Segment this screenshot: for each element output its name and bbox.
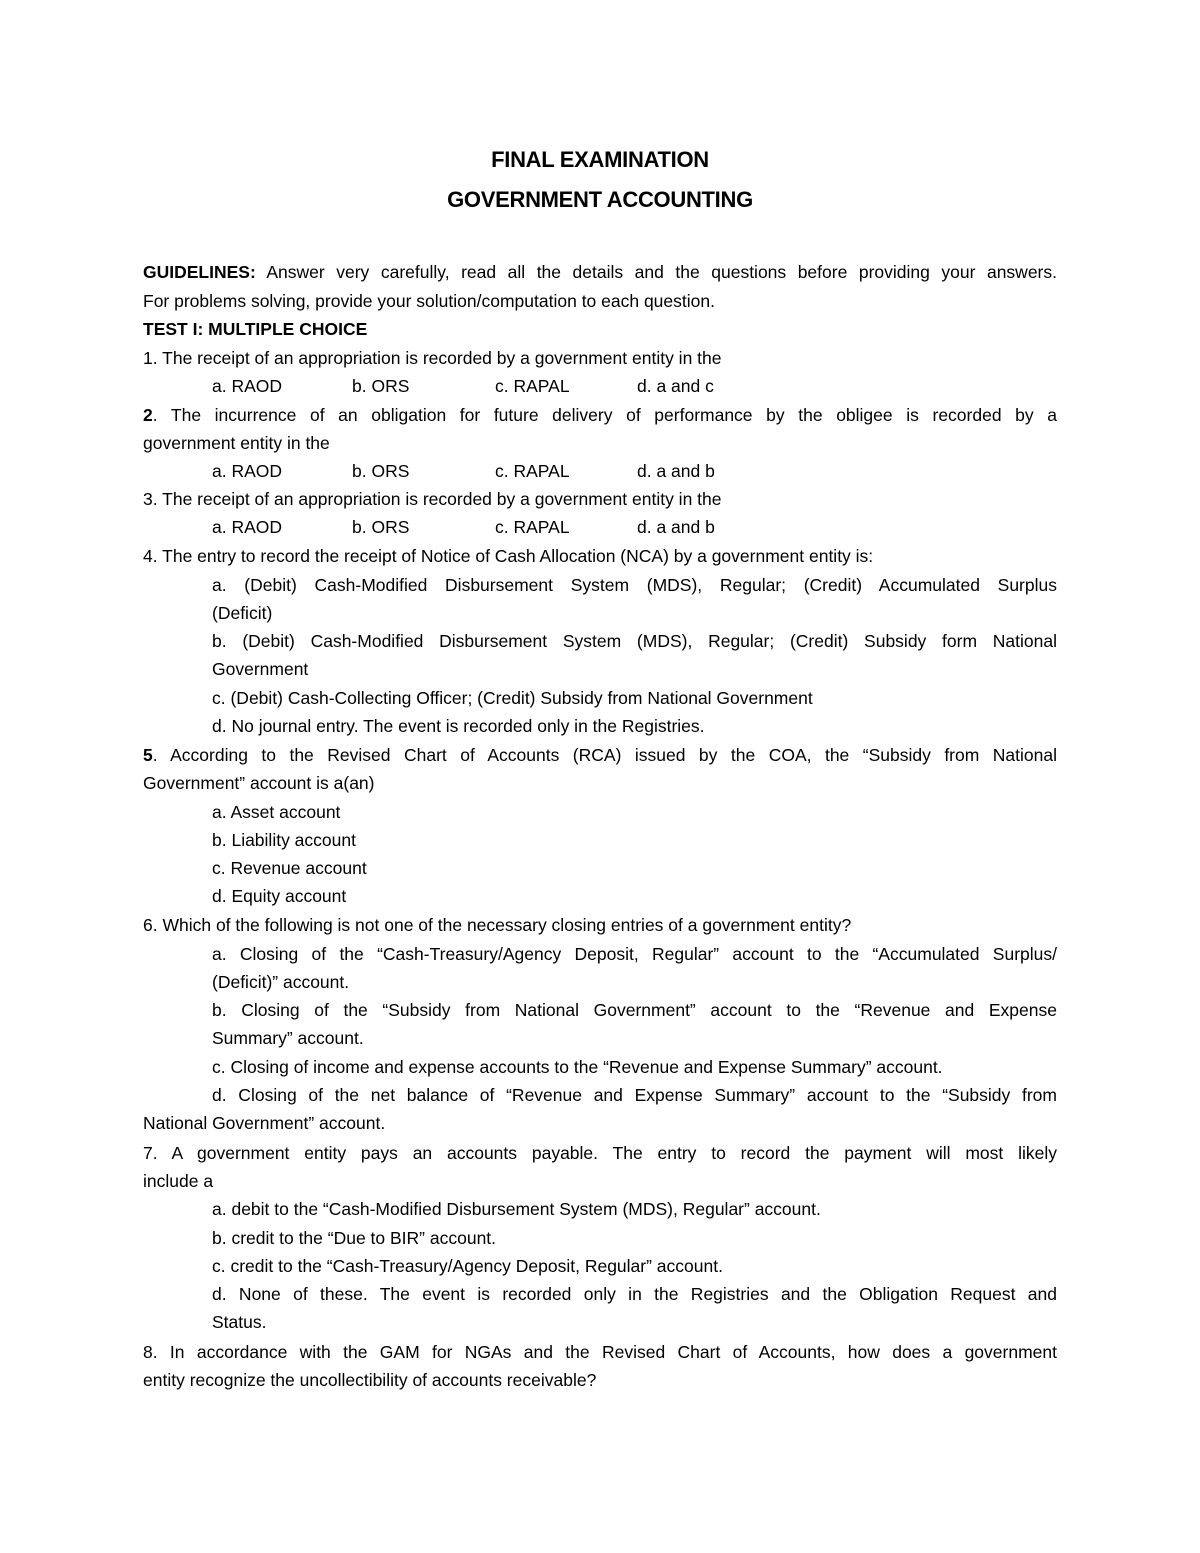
question-6-choice-b-cont: Summary” account. [212, 1028, 364, 1048]
question-6-choice-d-cont: National Government” account. [143, 1113, 386, 1133]
exam-title: FINAL EXAMINATION [491, 147, 709, 172]
choice-c: c. RAPAL [495, 376, 570, 396]
question-7-line-2: include a [143, 1171, 214, 1191]
choice-d: d. a and c [637, 376, 714, 396]
question-text: . A government entity pays an accounts payable. The entry to record the payment will most likely [152, 1143, 1057, 1163]
question-2 [143, 403, 1057, 427]
question-number: 4 [143, 546, 153, 566]
choice-c: c. RAPAL [495, 517, 570, 537]
question-7 [143, 1141, 1057, 1165]
question-text: . The receipt of an appropriation is recorded by a government entity in the [152, 489, 722, 509]
choice-a: a. RAOD [212, 461, 283, 481]
question-5-line-2: Government” account is a(an) [143, 773, 375, 793]
choice-b: b. ORS [352, 461, 410, 481]
question-6 [143, 913, 851, 937]
question-1 [143, 346, 722, 370]
question-7-choice-c: c. credit to the “Cash-Treasury/Agency Deposit, Regular” account. [212, 1256, 723, 1276]
question-8-line-2: entity recognize the uncollectibility of accounts receivable? [143, 1370, 597, 1390]
question-2-line-2: government entity in the [143, 433, 330, 453]
choice-d: d. a and b [637, 461, 715, 481]
guidelines-line-2: For problems solving, provide your solution/computation to each question. [143, 291, 715, 311]
question-6-choice-d: d. Closing of the net balance of “Revenue and Expense Summary” account to the “Subsidy from [212, 1085, 1057, 1105]
question-number: 8 [143, 1342, 153, 1362]
choice-a: a. RAOD [212, 517, 283, 537]
question-5-choice-a: a. Asset account [212, 802, 341, 822]
question-text: . The receipt of an appropriation is recorded by a government entity in the [152, 348, 722, 368]
question-6-choice-a: a. Closing of the “Cash-Treasury/Agency Deposit, Regular” account to the “Accumulated Surplus/ [212, 944, 1057, 964]
choice-a: a. RAOD [212, 376, 283, 396]
test-heading: TEST I: MULTIPLE CHOICE [143, 319, 368, 339]
question-7-choice-b: b. credit to the “Due to BIR” account. [212, 1228, 497, 1248]
question-4-choice-a-cont: (Deficit) [212, 603, 273, 623]
question-4-choice-b: b. (Debit) Cash-Modified Disbursement System (MDS), Regular; (Credit) Subsidy form National [212, 631, 1057, 651]
question-5-choice-b: b. Liability account [212, 830, 356, 850]
question-number: 5 [143, 745, 153, 765]
course-title: GOVERNMENT ACCOUNTING [447, 187, 753, 212]
question-5-choice-c: c. Revenue account [212, 858, 367, 878]
question-4-choice-b-cont: Government [212, 659, 309, 679]
question-3 [143, 487, 722, 511]
question-number: 2 [143, 405, 153, 425]
question-6-choice-a-cont: (Deficit)” account. [212, 972, 350, 992]
question-text: . According to the Revised Chart of Accounts (RCA) issued by the COA, the “Subsidy from National [152, 745, 1057, 765]
question-text: . The incurrence of an obligation for future delivery of performance by the obligee is recorded by a [152, 405, 1057, 425]
guidelines-text-1: Answer very carefully, read all the details and the questions before providing your answers. [255, 262, 1057, 282]
question-7-choice-d-cont: Status. [212, 1312, 267, 1332]
question-4-choice-c: c. (Debit) Cash-Collecting Officer; (Credit) Subsidy from National Government [212, 688, 813, 708]
choice-b: b. ORS [352, 376, 410, 396]
choice-b: b. ORS [352, 517, 410, 537]
question-5 [143, 743, 1057, 767]
guidelines-label: GUIDELINES: [143, 262, 256, 282]
choice-d: d. a and b [637, 517, 715, 537]
question-text: . Which of the following is not one of the necessary closing entries of a government entity? [152, 915, 852, 935]
question-number: 7 [143, 1143, 153, 1163]
guidelines-line-1 [143, 260, 1057, 284]
question-text: . In accordance with the GAM for NGAs and the Revised Chart of Accounts, how does a government [152, 1342, 1057, 1362]
question-number: 3 [143, 489, 153, 509]
question-6-choice-b: b. Closing of the “Subsidy from National Government” account to the “Revenue and Expense [212, 1000, 1057, 1020]
question-4-choice-d: d. No journal entry. The event is recorded only in the Registries. [212, 716, 705, 736]
question-5-choice-d: d. Equity account [212, 886, 347, 906]
question-number: 1 [143, 348, 153, 368]
question-6-choice-c: c. Closing of income and expense accounts to the “Revenue and Expense Summary” account. [212, 1057, 943, 1077]
question-4-choice-a: a. (Debit) Cash-Modified Disbursement System (MDS), Regular; (Credit) Accumulated Surplus [212, 575, 1057, 595]
question-7-choice-a: a. debit to the “Cash-Modified Disbursement System (MDS), Regular” account. [212, 1199, 821, 1219]
question-8 [143, 1340, 1057, 1364]
question-text: . The entry to record the receipt of Notice of Cash Allocation (NCA) by a government entity is: [152, 546, 874, 566]
choice-c: c. RAPAL [495, 461, 570, 481]
question-4 [143, 544, 873, 568]
question-number: 6 [143, 915, 153, 935]
question-7-choice-d: d. None of these. The event is recorded only in the Registries and the Obligation Request and [212, 1284, 1057, 1304]
